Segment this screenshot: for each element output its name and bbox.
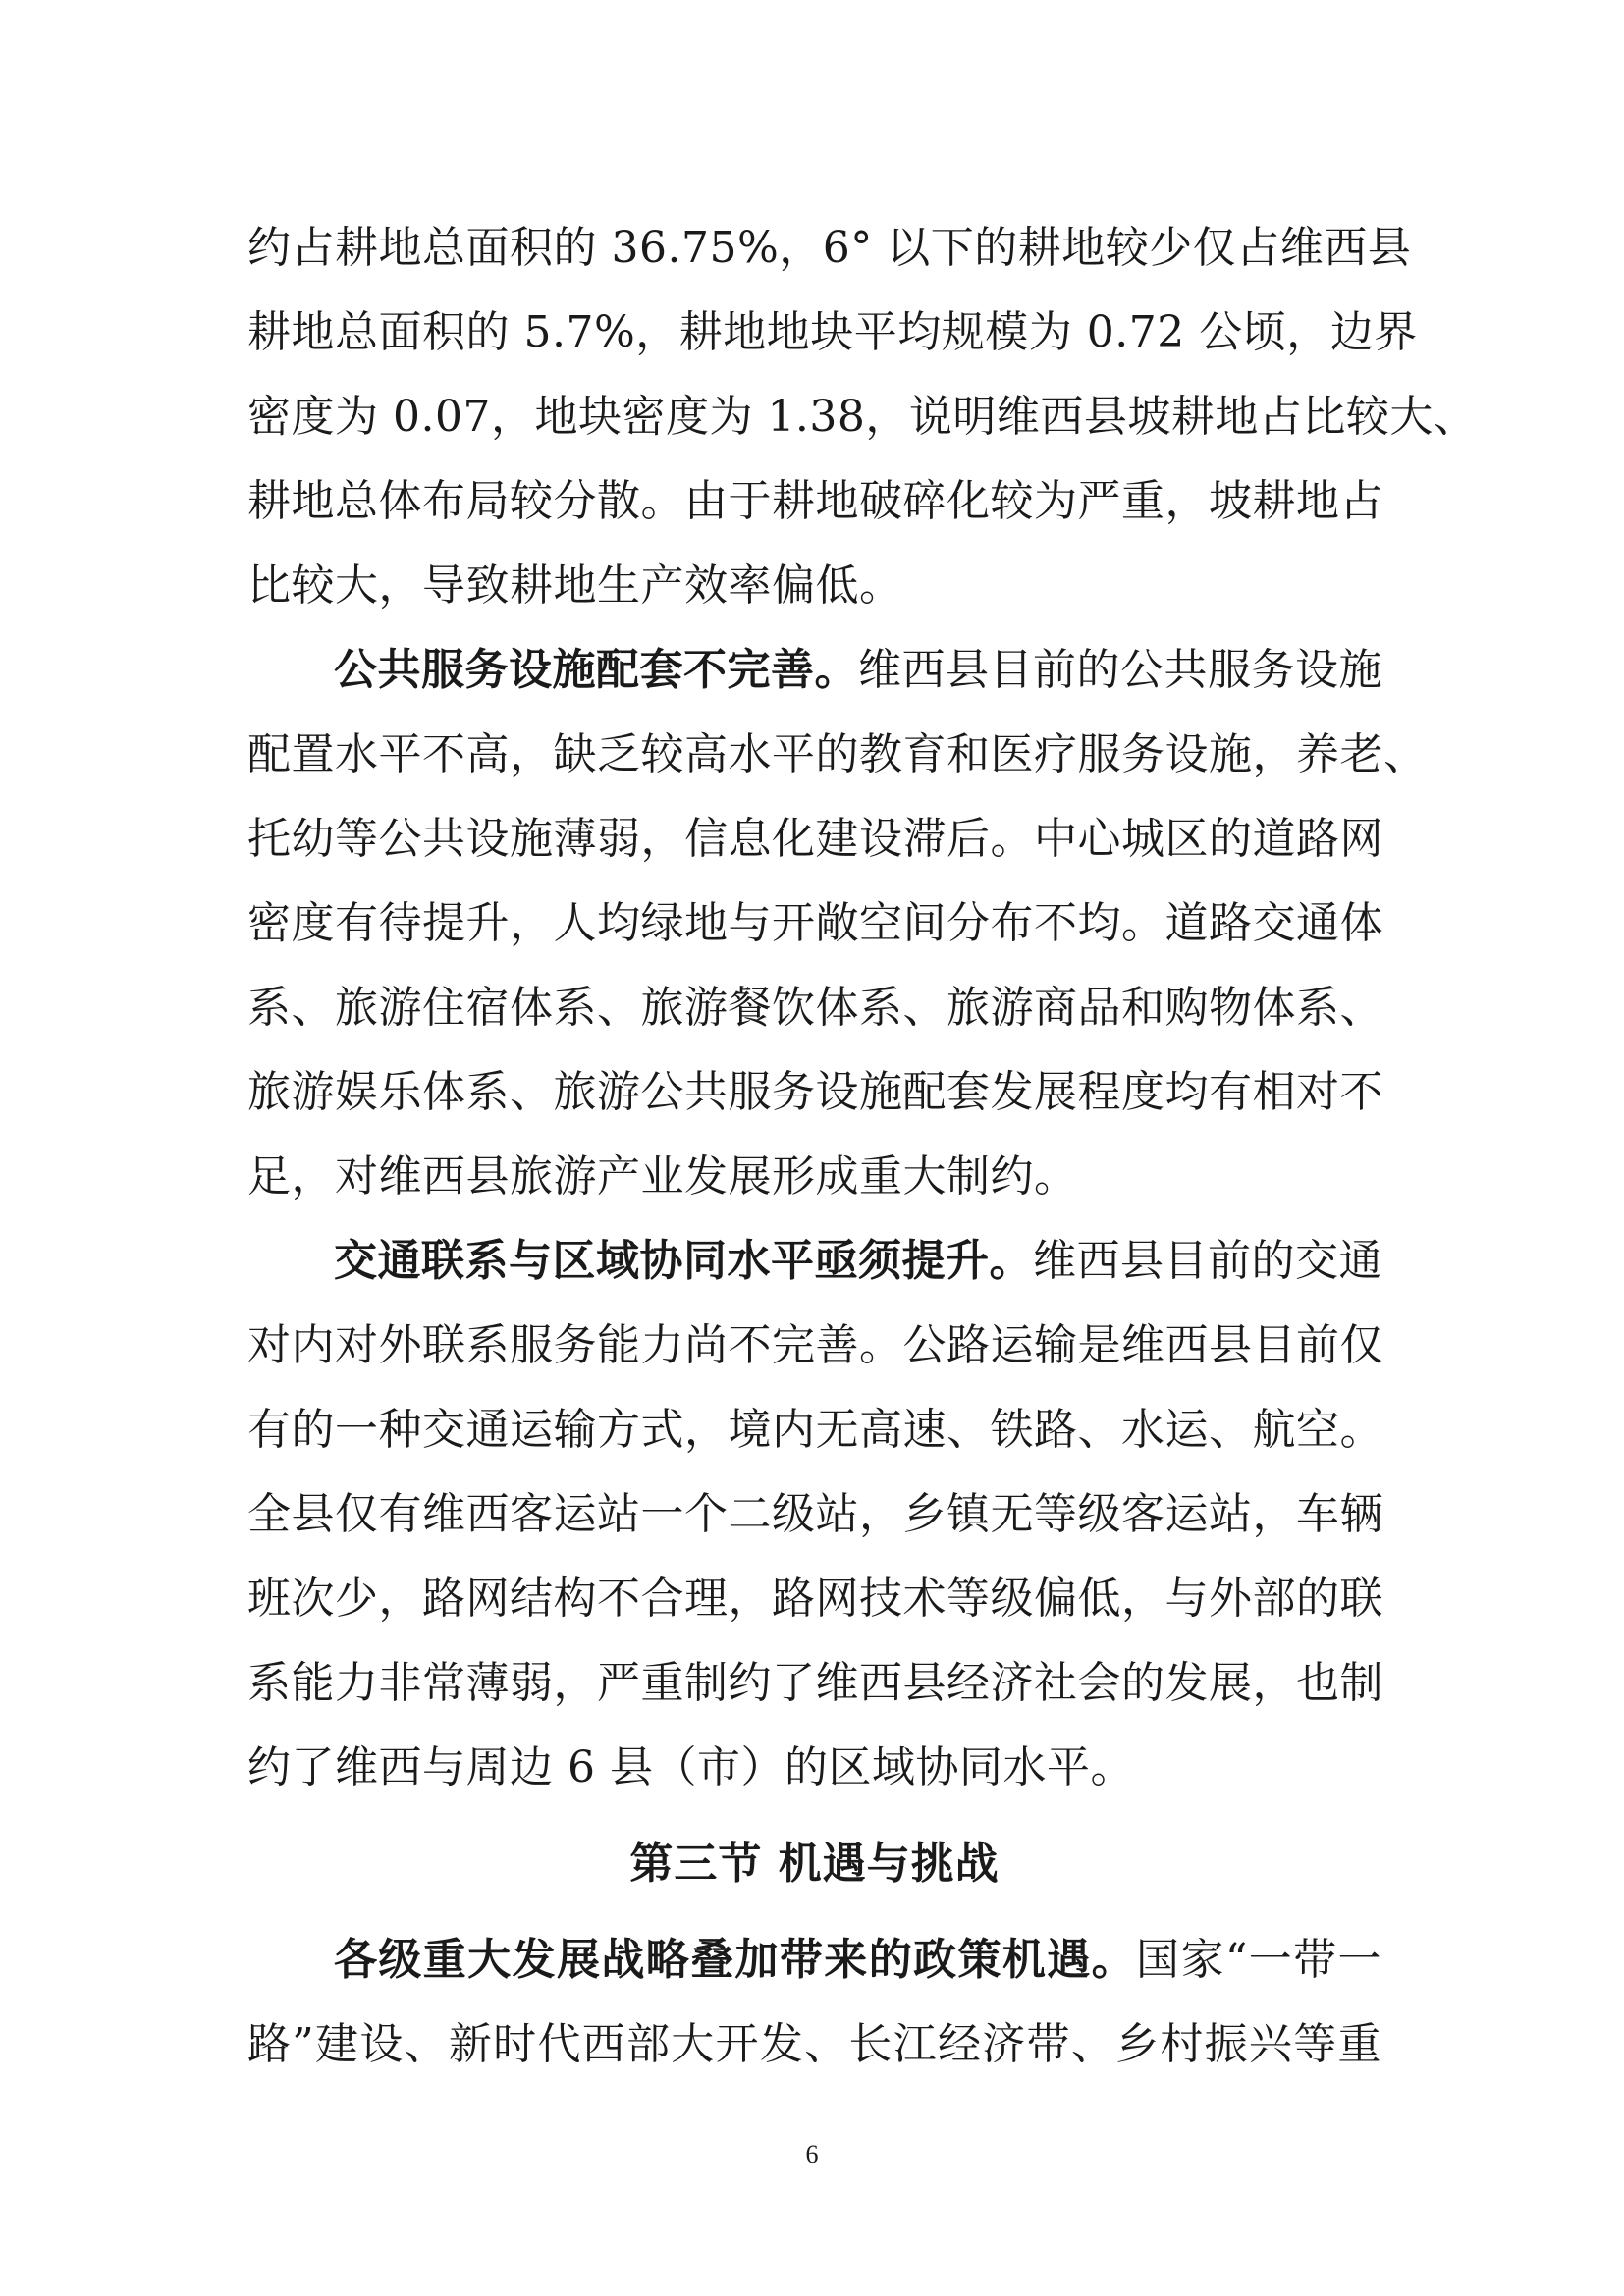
text-line: 有的一种交通运输方式，境内无高速、铁路、水运、航空。: [247, 1405, 1383, 1455]
text-fragment: 维西县目前的公共服务设施: [858, 645, 1382, 695]
text-line: 比较大，导致耕地生产效率偏低。: [247, 561, 903, 611]
text-line: 配置水平不高，缺乏较高水平的教育和医疗服务设施，养老、: [247, 729, 1428, 779]
paragraph-farmland: [247, 206, 1478, 628]
text-line: 对内对外联系服务能力尚不完善。公路运输是维西县目前仅: [247, 1320, 1383, 1370]
page-number: 6: [805, 2140, 819, 2168]
text-line: [247, 1219, 1381, 1304]
text-line: 托幼等公共设施薄弱，信息化建设滞后。中心城区的道路网: [247, 814, 1383, 864]
paragraph-opportunities: [247, 1918, 1381, 2087]
text-line: 密度为 0.07，地块密度为 1.38，说明维西县坡耕地占比较大、: [247, 392, 1478, 442]
text-line: 足，对维西县旅游产业发展形成重大制约。: [247, 1151, 1078, 1201]
paragraph-transport: [247, 1219, 1381, 1810]
text-line: 约了维西与周边 6 县（市）的区域协同水平。: [247, 1742, 1134, 1792]
paragraph-lead: 公共服务设施配套不完善。: [334, 645, 858, 695]
text-fragment: 维西县目前的交通: [1033, 1236, 1382, 1286]
text-line: 系、旅游住宿体系、旅游餐饮体系、旅游商品和购物体系、: [247, 983, 1383, 1033]
text-line: 旅游娱乐体系、旅游公共服务设施配套发展程度均有相对不: [247, 1067, 1383, 1117]
section-heading: 第三节 机遇与挑战: [629, 1839, 1000, 1889]
document-body: [247, 206, 1478, 2087]
text-line: 班次少，路网结构不合理，路网技术等级偏低，与外部的联: [247, 1574, 1383, 1624]
text-fragment: 国家“一带一: [1136, 1935, 1381, 1985]
text-line: 密度有待提升，人均绿地与开敞空间分布不均。道路交通体: [247, 898, 1383, 948]
text-line: [247, 628, 1381, 713]
text-line: 耕地总体布局较分散。由于耕地破碎化较为严重，坡耕地占: [247, 476, 1383, 526]
paragraph-lead: 各级重大发展战略叠加带来的政策机遇。: [334, 1935, 1137, 1985]
text-line: 路”建设、新时代西部大开发、长江经济带、乡村振兴等重: [247, 2019, 1381, 2069]
text-line: [247, 1918, 1381, 2002]
paragraph-lead: 交通联系与区域协同水平亟须提升。: [334, 1236, 1033, 1286]
paragraph-public-services: [247, 628, 1428, 1219]
text-line: 耕地总面积的 5.7%，耕地地块平均规模为 0.72 公顷，边界: [247, 307, 1418, 357]
text-line: 系能力非常薄弱，严重制约了维西县经济社会的发展，也制: [247, 1658, 1383, 1708]
text-line: 全县仅有维西客运站一个二级站，乡镇无等级客运站，车辆: [247, 1489, 1383, 1539]
text-line: 约占耕地总面积的 36.75%，6° 以下的耕地较少仅占维西县: [247, 223, 1412, 273]
